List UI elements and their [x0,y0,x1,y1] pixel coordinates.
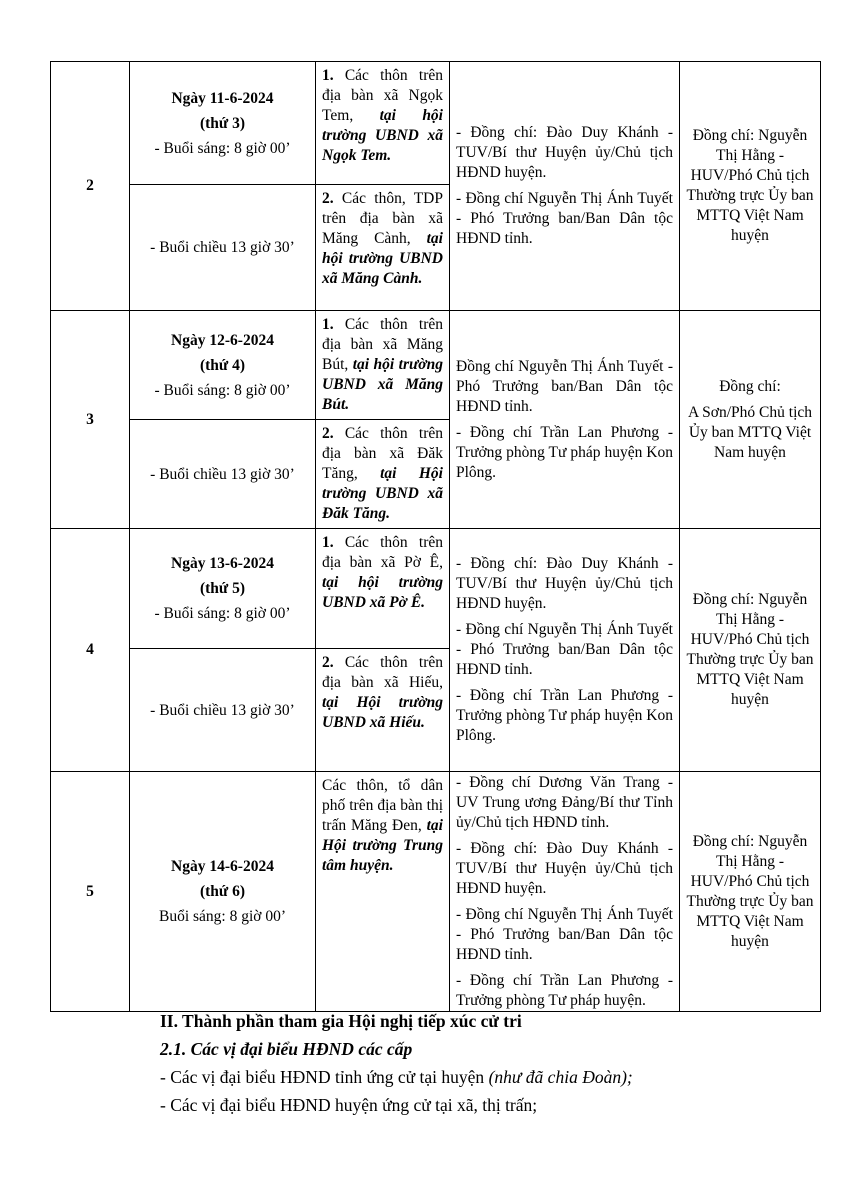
delegates-cell [450,529,680,772]
location-venue: tại Hội trường UBND xã Hiếu. [322,694,443,731]
table-row [51,311,821,420]
location-venue: tại hội trường UBND xã Măng Bút. [322,356,443,413]
location-venue: tại Hội trường UBND xã Đăk Tăng. [322,465,443,522]
delegate-entry: - Đồng chí Nguyễn Thị Ánh Tuyết - Phó Trưởng ban/Ban Dân tộc HĐND tỉnh. [456,190,673,247]
location-number: 2. [322,190,334,207]
delegate-entry: Đồng chí Nguyễn Thị Ánh Tuyết - Phó Trưởng ban/Ban Dân tộc HĐND tỉnh. [456,357,673,415]
session-time: Buổi sáng: 8 giờ 00’ [158,908,287,925]
row-number: 2 [51,62,130,311]
location-text: Các thôn trên địa bàn xã Đăk Tăng, [322,425,443,482]
delegate-entry: - Đồng chí Trần Lan Phương - Trưởng phòng Tư pháp huyện. [456,971,673,1009]
host-cell: Đồng chí: Nguyễn Thị Hằng - HUV/Phó Chủ tịch Thường trực Ủy ban MTTQ Việt Nam huyện [680,529,821,772]
session-date: Ngày 11-6-2024 [171,89,274,107]
session-time: - Buổi chiều 13 giờ 30’ [150,465,295,483]
session-time: - Buổi sáng: 8 giờ 00’ [154,381,291,399]
paragraph-line [160,1067,800,1088]
location-text: Các thôn trên địa bàn xã Ngọk Tem, [322,67,443,124]
location-number: 2. [322,654,334,671]
session-date: Ngày 13-6-2024 [171,555,274,572]
location-cell [316,649,450,772]
session-time: - Buổi chiều 13 giờ 30’ [150,239,295,256]
location-cell [316,420,450,529]
delegate-entry: - Đồng chí Nguyễn Thị Ánh Tuyết - Phó Trưởng ban/Ban Dân tộc HĐND tỉnh. [456,621,673,678]
row-number: 3 [51,311,130,529]
session-weekday: (thứ 6) [199,883,246,900]
table-row [51,62,821,185]
location-text: Các thôn trên địa bàn xã Măng Bút, [322,316,443,373]
location-cell [316,185,450,311]
session-time-cell [130,772,316,1012]
session-date: Ngày 14-6-2024 [171,858,274,875]
session-weekday: (thứ 3) [199,114,246,132]
location-cell [316,311,450,420]
paragraph-note: (như đã chia Đoàn); [488,1067,633,1087]
host-cell [680,311,821,529]
location-cell [316,62,450,185]
location-venue: tại hội trường UBND xã Ngọk Tem. [322,107,443,164]
location-venue: tại hội trường UBND xã Măng Cành. [322,230,443,287]
row-number: 4 [51,529,130,772]
delegate-entry: - Đồng chí Trần Lan Phương - Trưởng phòng Tư pháp huyện Kon Plông. [456,423,673,481]
section-heading: II. Thành phần tham gia Hội nghị tiếp xúc cử tri [160,1011,522,1031]
delegate-entry: - Đồng chí Nguyễn Thị Ánh Tuyết - Phó Trưởng ban/Ban Dân tộc HĐND tỉnh. [456,905,673,963]
session-time-cell [130,185,316,311]
session-time-cell [130,529,316,649]
session-weekday: (thứ 5) [199,580,246,597]
session-time: - Buổi sáng: 8 giờ 00’ [154,605,291,622]
host-name: A Sơn/Phó Chủ tịch Ủy ban MTTQ Việt Nam huyện [687,403,813,461]
session-time: - Buổi sáng: 8 giờ 00’ [154,139,291,157]
host-cell: Đồng chí: Nguyễn Thị Hằng - HUV/Phó Chủ tịch Thường trực Ủy ban MTTQ Việt Nam huyện [680,772,821,1012]
section-subheading: 2.1. Các vị đại biểu HĐND các cấp [160,1039,413,1059]
delegate-entry: - Đồng chí: Đào Duy Khánh - TUV/Bí thư Huyện ủy/Chủ tịch HĐND huyện. [456,839,673,897]
table-row [51,772,821,1012]
schedule-table [50,61,821,1012]
paragraph-text: - Các vị đại biểu HĐND tỉnh ứng cử tại huyện [160,1067,489,1087]
session-time-cell [130,420,316,529]
location-number: 2. [322,425,334,442]
host-cell: Đồng chí: Nguyễn Thị Hằng - HUV/Phó Chủ tịch Thường trực Ủy ban MTTQ Việt Nam huyện [680,62,821,311]
row-number: 5 [51,772,130,1012]
delegates-cell [450,62,680,311]
delegate-entry: - Đồng chí: Đào Duy Khánh - TUV/Bí thư Huyện ủy/Chủ tịch HĐND huyện. [456,555,673,612]
delegate-entry: - Đồng chí Trần Lan Phương - Trưởng phòng Tư pháp huyện Kon Plông. [456,687,673,744]
location-text: Các thôn trên địa bàn xã Pờ Ê, [322,534,443,571]
delegate-entry: - Đồng chí: Đào Duy Khánh - TUV/Bí thư Huyện ủy/Chủ tịch HĐND huyện. [456,124,673,181]
location-cell [316,529,450,649]
location-text: Các thôn trên địa bàn xã Hiếu, [322,654,443,691]
session-date: Ngày 12-6-2024 [171,331,274,349]
table-row [51,529,821,649]
session-time-cell [130,311,316,420]
session-time-cell [130,649,316,772]
location-number: 1. [322,67,334,84]
delegate-entry: - Đồng chí Dương Văn Trang - UV Trung ương Đảng/Bí thư Tỉnh ủy/Chủ tịch HĐND tỉnh. [456,773,673,831]
session-weekday: (thứ 4) [199,356,246,374]
session-time-cell [130,62,316,185]
delegates-cell [450,311,680,529]
location-text: Các thôn, tổ dân phố trên địa bàn thị trấn Măng Đen, [322,777,443,834]
paragraph-line: - Các vị đại biểu HĐND huyện ứng cử tại xã, thị trấn; [160,1095,538,1115]
location-venue: tại Hội trường Trung tâm huyện. [322,817,443,874]
location-cell [316,772,450,1012]
session-time: - Buổi chiều 13 giờ 30’ [150,701,295,719]
location-number: 1. [322,534,334,551]
location-number: 1. [322,316,334,333]
location-venue: tại hội trường UBND xã Pờ Ê. [322,574,443,611]
host-title: Đồng chí: [719,377,781,395]
delegates-cell [450,772,680,1012]
location-text: Các thôn, TDP trên địa bàn xã Măng Cành, [322,190,443,247]
